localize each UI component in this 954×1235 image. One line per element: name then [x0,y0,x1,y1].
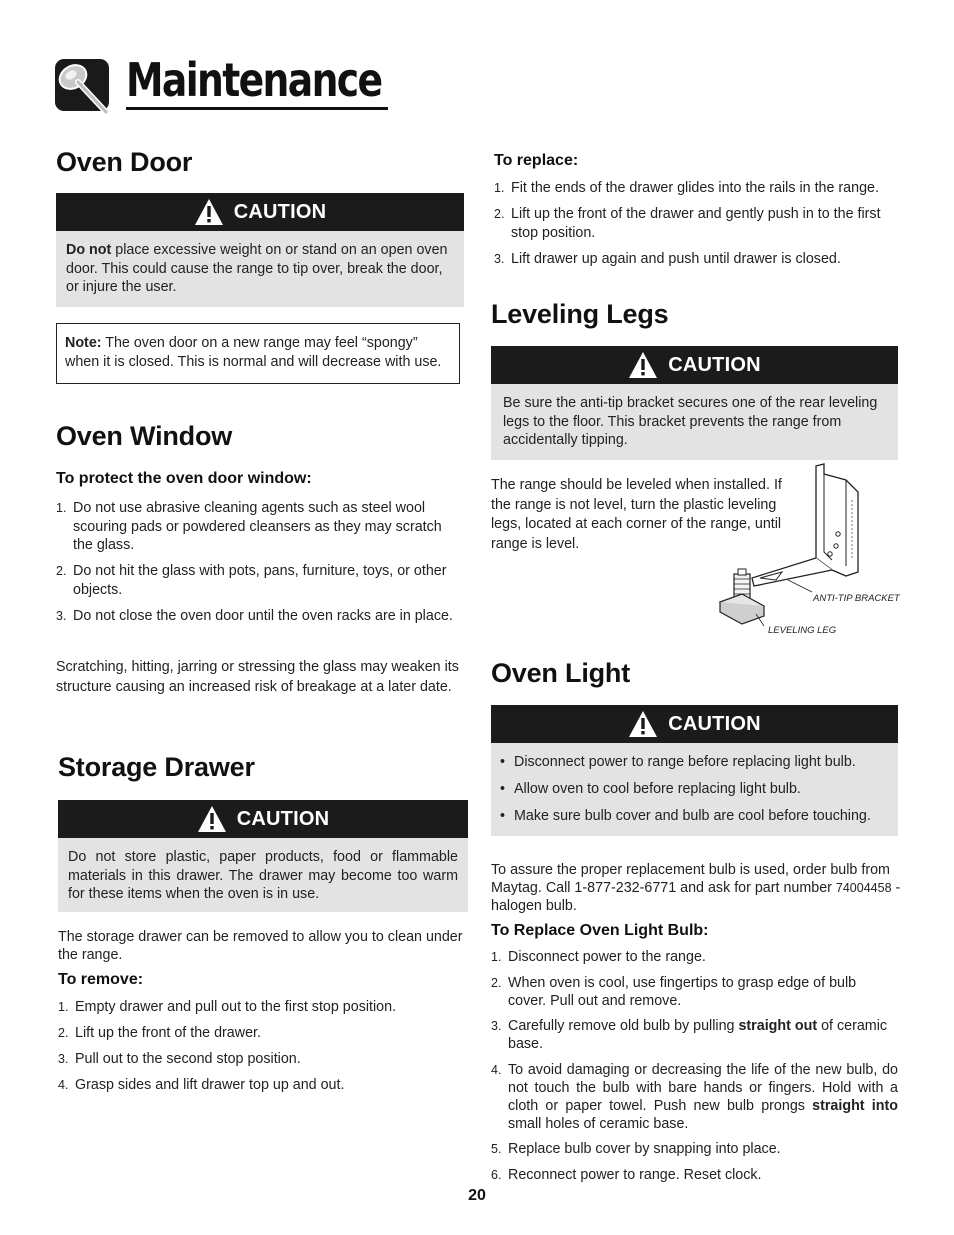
oven-light-title: Oven Light [491,658,630,688]
caution-header [491,346,898,384]
title-underline [126,107,388,110]
list-item: 3. Pull out to the second stop position. [58,1051,301,1067]
caution-text: Be sure the anti-tip bracket secures one of the rear leveling legs to the floor. This bracket prevents the range from accidentally tipping. [503,395,878,448]
list-item: 2. When oven is cool, use fingertips to grasp edge of bulb cover. Pull out and remove. [491,974,857,1009]
list-item: 1. Fit the ends of the drawer glides into the rails in the range. [494,180,879,196]
list-item: 2. Do not hit the glass with pots, pans, furniture, toys, or other objects. [56,563,447,598]
list-item: 2. Lift up the front of the drawer and gently push in to the first stop position. [494,206,881,241]
oven-door-note: Note: The oven door on a new range may feel “spongy” when it is closed. This is normal and will decrease with use. [56,323,460,384]
oven-window-title: Oven Window [56,421,233,451]
list-item: 3. Lift drawer up again and push until drawer is closed. [494,250,841,267]
oven-door-title: Oven Door [56,147,193,177]
caution-text: Do not store plastic, paper products, food or flammable materials in this drawer. The drawer may become too warm for these items when the oven is in use. [68,849,458,902]
page-title: Maintenance [126,53,382,107]
caution-label: CAUTION [668,712,761,735]
storage-drawer-title: Storage Drawer [58,752,255,782]
remove-steps [58,998,468,1102]
caution-header [491,705,898,743]
leveling-legs-title: Leveling Legs [491,299,669,329]
oven-window-closing: Scratching, hitting, jarring or stressing the glass may weaken its structure causing an increased risk of breakage at a later date. [56,659,459,695]
leveling-leg-label: LEVELING LEG [768,625,837,636]
caution-header [58,800,468,838]
leveling-legs-body: The range should be leveled when installed. If the range is not level, turn the plastic leveling legs, located at each corner of the range, until range is level. [491,477,782,552]
list-item: 2. Lift up the front of the drawer. [58,1025,261,1041]
caution-text: Do not place excessive weight on or stand on an open oven door. This could cause the range to tip over, break the door, or injure the user. [66,242,448,295]
storage-drawer-caution [58,800,468,912]
pushpin-icon [54,56,112,114]
storage-drawer-intro: The storage drawer can be removed to allow you to clean under the range. [58,929,463,963]
list-item: • Disconnect power to range before replacing light bulb. [500,753,888,772]
list-item: • Allow oven to cool before replacing light bulb. [500,780,888,799]
anti-tip-bracket-diagram [712,462,907,640]
list-item: • Make sure bulb cover and bulb are cool before touching. [500,807,888,826]
replace-steps [494,179,904,276]
caution-label: CAUTION [236,807,330,830]
caution-label: CAUTION [668,353,761,376]
anti-tip-bracket-label: ANTI-TIP BRACKET [813,593,900,604]
replace-bulb-steps [491,948,898,1191]
oven-window-subhead: To protect the oven door window: [56,470,312,487]
oven-door-caution [56,193,464,307]
list-item: 1. Do not use abrasive cleaning agents such as steel wool scouring pads or powdered cleansers as they may scratch the glass. [56,500,442,553]
caution-text [491,743,898,836]
list-item: 4. To avoid damaging or decreasing the life of the new bulb, do not touch the bulb with bare hands or fingers. Hold with a cloth or paper towel. Push new bulb prongs straight into small holes of ceramic base. [491,1061,898,1132]
warning-icon [194,198,224,226]
page-number: 20 [468,1187,486,1204]
oven-light-intro: To assure the proper replacement bulb is used, order bulb from Maytag. Call 1-877-232-6771 and ask for part number 74004458 - halogen bulb. [491,862,901,914]
list-item: 3. Carefully remove old bulb by pulling straight out of ceramic base. [491,1018,888,1052]
warning-icon [197,805,227,833]
page-header [54,52,382,116]
replace-subhead: To replace: [494,152,579,169]
caution-label: CAUTION [233,200,327,223]
list-item: 5. Replace bulb cover by snapping into place. [491,1141,781,1157]
oven-window-steps [56,499,462,633]
list-item: 1. Empty drawer and pull out to the first stop position. [58,999,397,1015]
oven-light-caution [491,705,898,836]
leveling-legs-caution [491,346,898,460]
warning-icon [628,710,658,738]
list-item: 1. Disconnect power to the range. [491,949,706,965]
warning-icon [628,351,658,379]
list-item: 6. Reconnect power to range. Reset clock. [491,1166,762,1183]
remove-subhead: To remove: [58,971,144,988]
replace-bulb-subhead: To Replace Oven Light Bulb: [491,922,709,939]
caution-header [56,193,464,231]
list-item: 3. Do not close the oven door until the oven racks are in place. [56,607,453,624]
list-item: 4. Grasp sides and lift drawer top up and out. [58,1077,345,1093]
